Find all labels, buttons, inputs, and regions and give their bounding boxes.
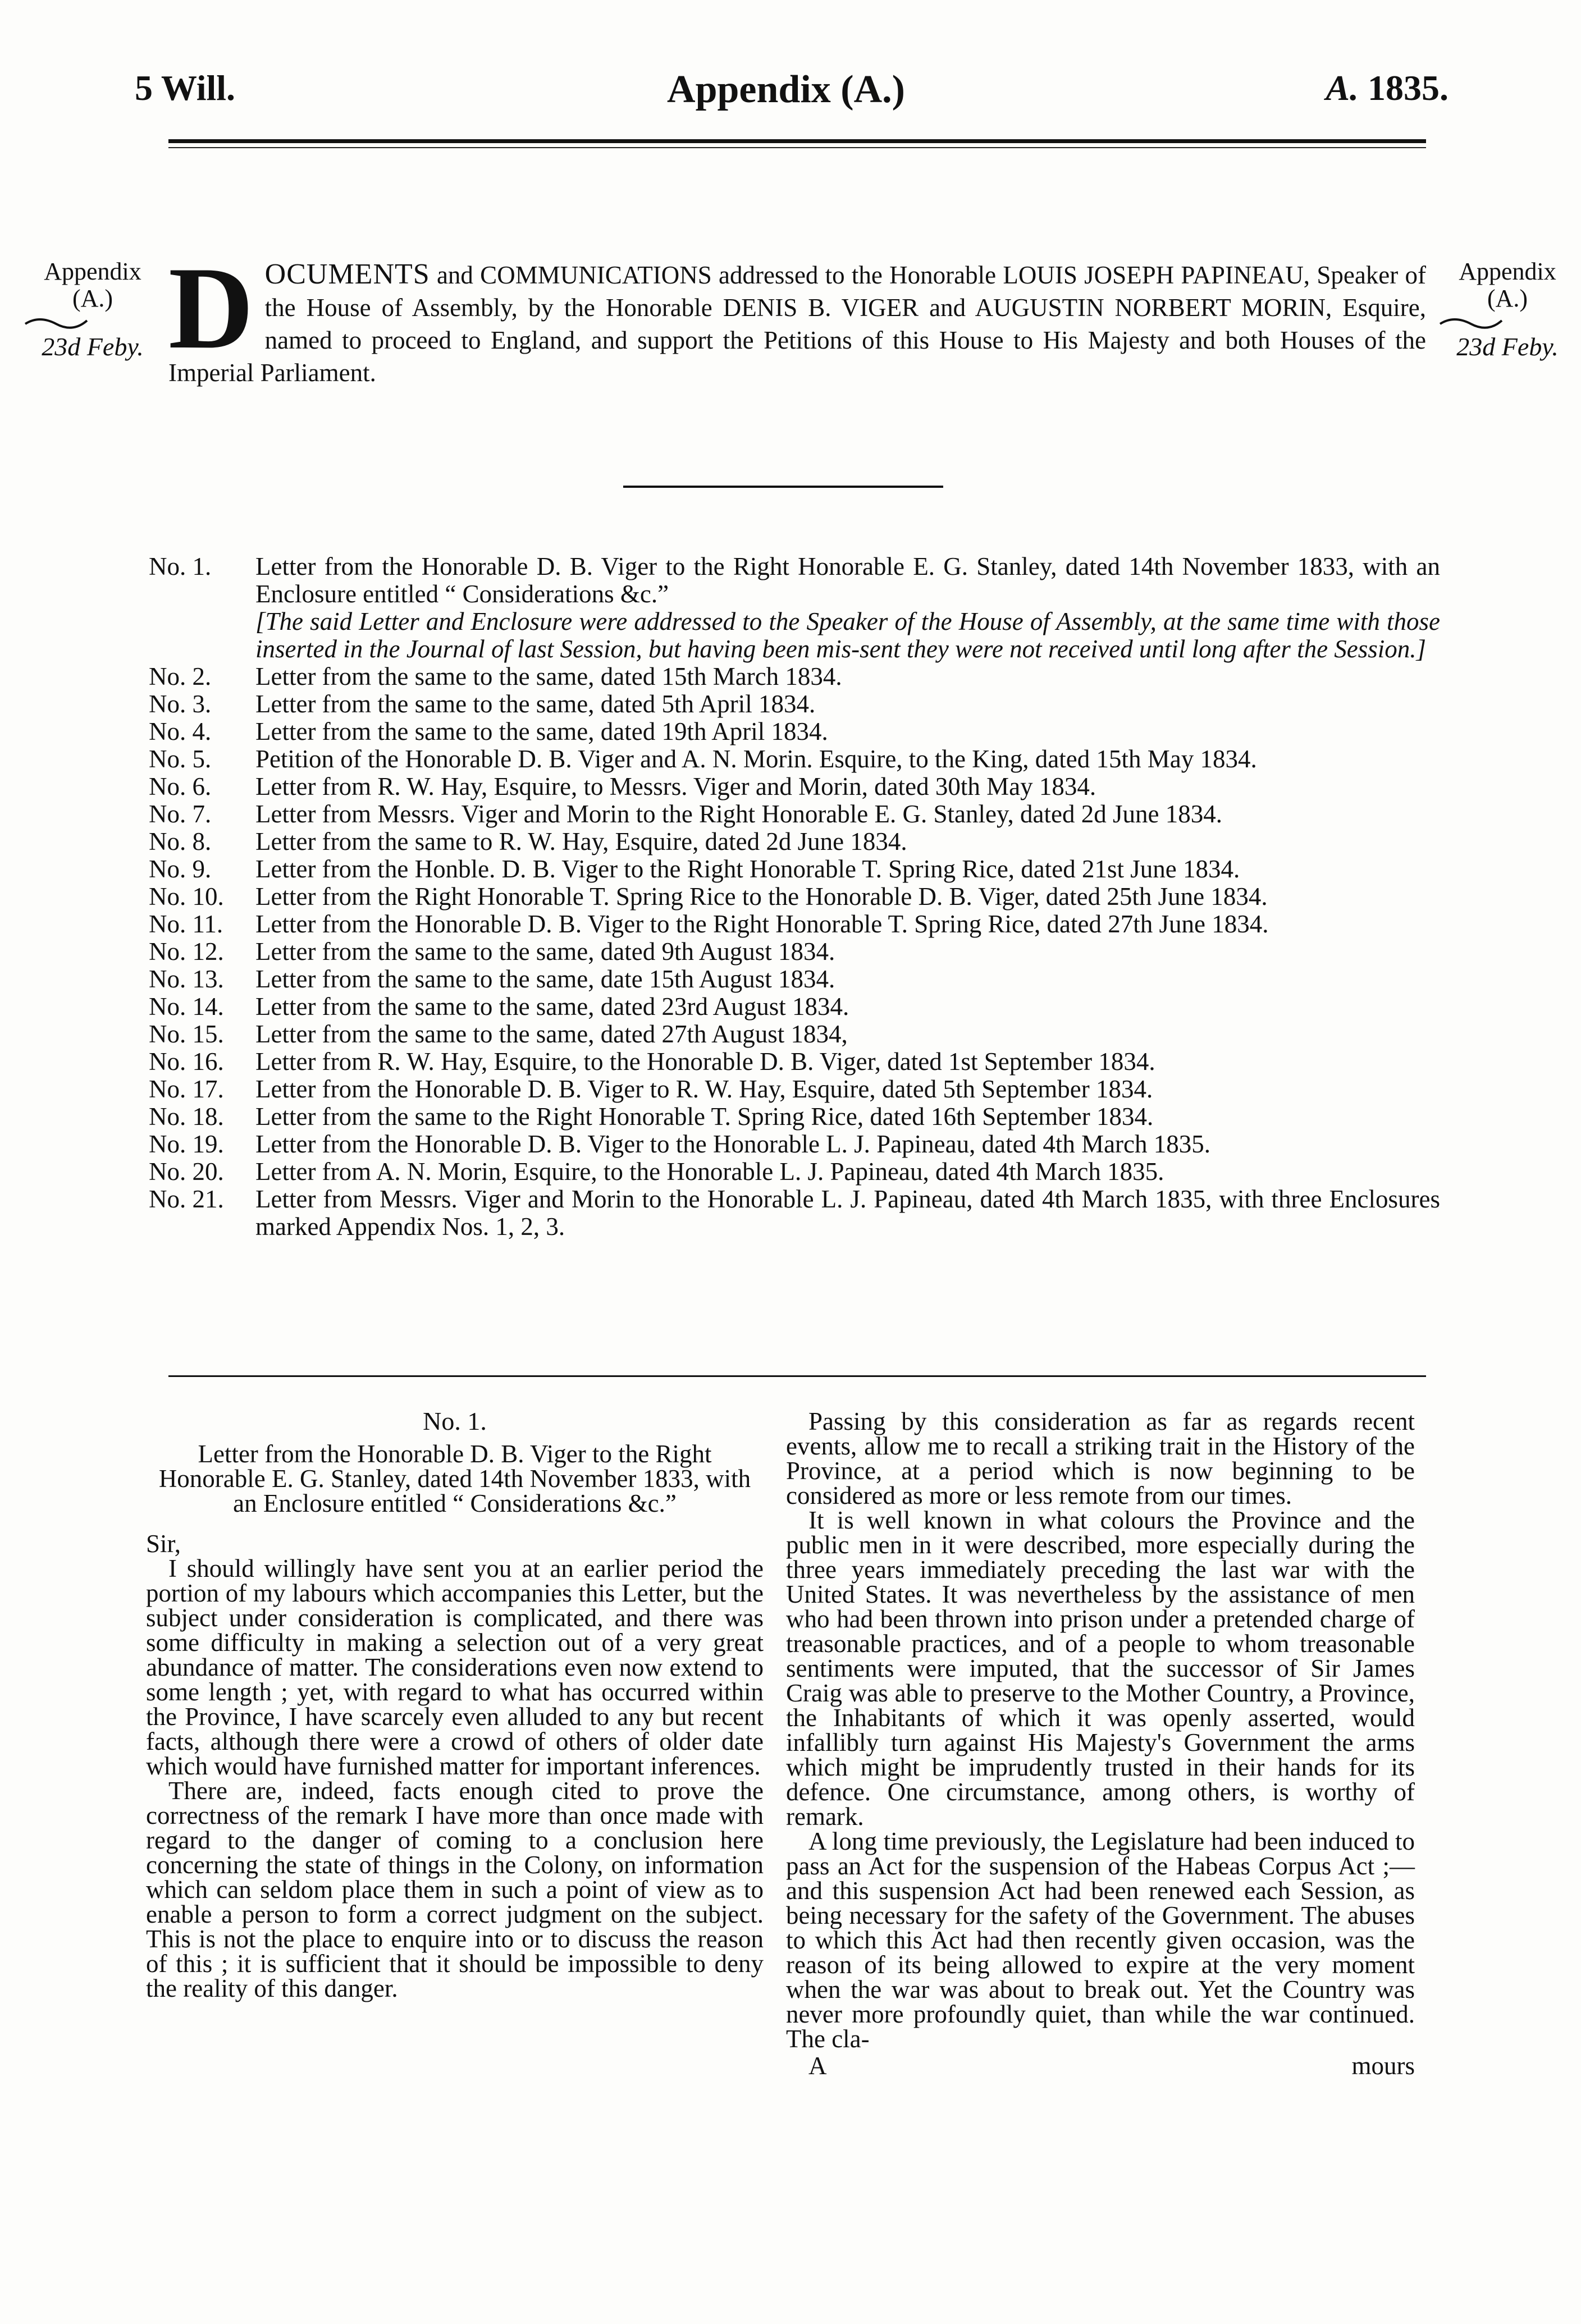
- toc-item-text: Letter from Messrs. Viger and Morin to the Honorable L. J. Papineau, dated 4th March 1835, with three Enclosures marked Appendix Nos. 1, 2, 3.: [255, 1185, 1440, 1241]
- toc-item-text: Letter from the same to the same, dated 19th April 1834.: [255, 717, 828, 745]
- toc-item-number: No. 16.: [149, 1047, 224, 1076]
- toc-item-number: No. 20.: [149, 1158, 224, 1186]
- toc-item-text: Petition of the Honorable D. B. Viger and A. N. Morin. Esquire, to the King, dated 15th May 1834.: [255, 745, 1257, 773]
- toc-item: [149, 745, 1440, 773]
- paragraph: It is well known in what colours the Province and the public men in it were described, more especially during the three years immediately preceding the last war with the United States. It was nevertheless by the assistance of men who had been thrown into prison under a pretended charge of treasonable practices, and of a people to whom treasonable sentiments were imputed, that the successor of Sir James Craig was able to preserve to the Mother Country, a Province, the Inhabitants of which it was openly asserted, would infallibly turn against His Majesty's Government the arms which might be imprudently trusted in their hands for its defence. One circumstance, among others, is worthy of remark.: [786, 1506, 1415, 1831]
- toc-item-number: No. 19.: [149, 1130, 224, 1158]
- toc-item: [149, 718, 1440, 745]
- toc-item-number: No. 12.: [149, 937, 224, 966]
- toc-item-text: Letter from the Honorable D. B. Viger to the Honorable L. J. Papineau, dated 4th March 1835.: [255, 1130, 1211, 1158]
- toc-item-text: Letter from the Honorable D. B. Viger to R. W. Hay, Esquire, dated 5th September 1834.: [255, 1075, 1153, 1103]
- toc-item-text: Letter from the same to the same, date 15th August 1834.: [255, 965, 835, 993]
- toc-item: [149, 828, 1440, 856]
- toc-item: [149, 966, 1440, 993]
- toc-item: [149, 1076, 1440, 1103]
- toc-item-text: Letter from R. W. Hay, Esquire, to the Honorable D. B. Viger, dated 1st September 1834.: [255, 1047, 1155, 1076]
- toc-item-number: No. 2.: [149, 662, 212, 690]
- toc-item-number: No. 21.: [149, 1185, 224, 1213]
- toc-item: [149, 856, 1440, 883]
- toc-item: [149, 938, 1440, 966]
- letter-left-column: [146, 1409, 764, 2001]
- margin-date: 23d Feby.: [1456, 332, 1559, 361]
- drop-cap: D: [168, 243, 254, 373]
- toc-item-text: Letter from A. N. Morin, Esquire, to the Honorable L. J. Papineau, dated 4th March 1835.: [255, 1158, 1164, 1186]
- section-divider: [623, 486, 943, 488]
- toc-item-number: No. 10.: [149, 882, 224, 911]
- toc-item-number: No. 14.: [149, 992, 224, 1021]
- running-title: Appendix (A.): [667, 68, 905, 111]
- documents-list: [149, 553, 1440, 1241]
- toc-item-number: No. 11.: [149, 910, 223, 938]
- toc-item: [149, 1186, 1440, 1241]
- margin-label: Appendix: [44, 258, 141, 285]
- toc-item-number: No. 9.: [149, 855, 212, 883]
- toc-item: [149, 690, 1440, 718]
- header-year-value: 1835.: [1368, 68, 1449, 108]
- swash-ornament: [22, 313, 90, 333]
- letter-title: Letter from the Honorable D. B. Viger to the Right Honorable E. G. Stanley, dated 14th November 1833, with an Enclosure entitled “ Considerations &c.”: [158, 1440, 751, 1517]
- toc-item-text: Letter from R. W. Hay, Esquire, to Messrs. Viger and Morin, dated 30th May 1834.: [255, 772, 1096, 800]
- salutation: Sir,: [146, 1530, 181, 1558]
- toc-item: [149, 1048, 1440, 1076]
- margin-label: Appendix: [1459, 258, 1556, 285]
- toc-item: [149, 911, 1440, 938]
- toc-item-number: No. 8.: [149, 827, 212, 856]
- paragraph: Passing by this consideration as far as regards recent events, allow me to recall a striking trait in the History of the Province, at a period which is now beginning to be considered as more or less remote from our times.: [786, 1407, 1415, 1509]
- margin-sub: (A.): [1487, 285, 1528, 313]
- toc-item-number: No. 18.: [149, 1102, 224, 1131]
- toc-item: [149, 663, 1440, 690]
- paragraph: There are, indeed, facts enough cited to prove the correctness of the remark I have more than once made with regard to the danger of coming to a conclusion here concerning the state of things in the Colony, on information which can seldom place them in such a point of view as to enable a person to form a correct judgment on the subject. This is not the place to enquire into or to discuss the reason of this ; it is sufficient that it should be impossible to deny the reality of this danger.: [146, 1777, 764, 2002]
- intro-lead-word: OCUMENTS: [264, 258, 430, 290]
- toc-item-text: Letter from the Honorable D. B. Viger to the Right Honorable E. G. Stanley, dated 14th November 1833, with an Enclosure entitled “ Considerations &c.”: [255, 552, 1440, 608]
- toc-item-text: Letter from the same to the same, dated 15th March 1834.: [255, 662, 842, 690]
- margin-date: 23d Feby.: [42, 332, 144, 361]
- column-separator-rule: [168, 1375, 1426, 1377]
- paragraph: I should willingly have sent you at an earlier period the portion of my labours which accompanies this Letter, but the subject under consideration is complicated, and there was some difficulty in making a selection out of a very great abundance of matter. The considerations even now extend to some length ; yet, with regard to what has occurred within the Province, I have scarcely even alluded to any but recent facts, although there were a crowd of others of older date which would have furnished matter for important inferences.: [146, 1554, 764, 1780]
- toc-item: [149, 800, 1440, 828]
- toc-item: [149, 993, 1440, 1021]
- toc-item: [149, 1103, 1440, 1131]
- header-rule-thin: [168, 147, 1426, 148]
- document-intro: [168, 243, 1426, 389]
- toc-item: [149, 553, 1440, 608]
- toc-item-text: Letter from the same to the Right Honorable T. Spring Rice, dated 16th September 1834.: [255, 1102, 1154, 1131]
- toc-item-text: Letter from Messrs. Viger and Morin to the Right Honorable E. G. Stanley, dated 2d June 1834.: [255, 800, 1222, 828]
- editorial-note: [The said Letter and Enclosure were addressed to the Speaker of the House of Assembly, at the same time with those inserted in the Journal of last Session, but having been mis-sent they were not received until long after the Session.]: [255, 607, 1440, 663]
- letter-right-column: [786, 1409, 1415, 2078]
- paragraph: A long time previously, the Legislature had been induced to pass an Act for the suspension of the Habeas Corpus Act ;—and this suspension Act had been renewed each Session, as being necessary for the safety of the Government. The abuses to which this Act had then recently given occasion, was the reason of its being allowed to expire at the very moment when the war was about to break out. Yet the Country was never more profoundly quiet, than while the war continued. The cla-: [786, 1827, 1415, 2053]
- page-header: [124, 67, 1449, 129]
- toc-item-text: Letter from the same to the same, dated 5th April 1834.: [255, 690, 816, 718]
- toc-item-number: No. 5.: [149, 745, 212, 773]
- catchword: mours: [1351, 2052, 1415, 2080]
- toc-item-number: No. 17.: [149, 1075, 224, 1103]
- intro-text: and COMMUNICATIONS addressed to the Honorable LOUIS JOSEPH PAPINEAU, Speaker of the House of Assembly, by the Honorable DENIS B. VIGER and AUGUSTIN NORBERT MORIN, Esquire, named to proceed to England, and support the Petitions of this House to His Majesty and both Houses of the Imperial Parliament.: [168, 261, 1426, 387]
- toc-item-text: Letter from the same to the same, dated 9th August 1834.: [255, 937, 835, 966]
- margin-note-right: [1437, 258, 1578, 361]
- toc-item-number: No. 1.: [149, 552, 212, 580]
- regnal-year: 5 Will.: [135, 68, 236, 108]
- header-year: [1326, 67, 1449, 109]
- toc-item-text: Letter from the same to the same, dated 23rd August 1834.: [255, 992, 849, 1021]
- toc-item-text: Letter from the Honble. D. B. Viger to the Right Honorable T. Spring Rice, dated 21st June 1834.: [255, 855, 1240, 883]
- toc-item-number: No. 15.: [149, 1020, 224, 1048]
- letter-number: No. 1.: [423, 1407, 487, 1435]
- toc-item-number: No. 4.: [149, 717, 212, 745]
- toc-item-number: No. 6.: [149, 772, 212, 800]
- margin-sub: (A.): [72, 285, 113, 313]
- toc-item-number: No. 13.: [149, 965, 224, 993]
- header-letter: A.: [1326, 68, 1359, 108]
- header-rule-thick: [168, 139, 1426, 143]
- page-footer: [786, 2053, 1415, 2078]
- toc-item-text: Letter from the same to the same, dated 27th August 1834,: [255, 1020, 848, 1048]
- toc-item-text: Letter from the Honorable D. B. Viger to the Right Honorable T. Spring Rice, dated 27th June 1834.: [255, 910, 1269, 938]
- toc-item: [149, 1158, 1440, 1186]
- toc-item-number: No. 7.: [149, 800, 212, 828]
- toc-item: [149, 1131, 1440, 1158]
- toc-item: [149, 883, 1440, 911]
- toc-item-number: No. 3.: [149, 690, 212, 718]
- signature-mark: A: [808, 2052, 827, 2080]
- swash-ornament: [1437, 313, 1505, 333]
- toc-item-text: Letter from the same to R. W. Hay, Esquire, dated 2d June 1834.: [255, 827, 907, 856]
- toc-item-text: Letter from the Right Honorable T. Spring Rice to the Honorable D. B. Viger, dated 25th June 1834.: [255, 882, 1268, 911]
- margin-note-left: [22, 258, 163, 361]
- toc-item: [149, 1021, 1440, 1048]
- toc-item: [149, 773, 1440, 800]
